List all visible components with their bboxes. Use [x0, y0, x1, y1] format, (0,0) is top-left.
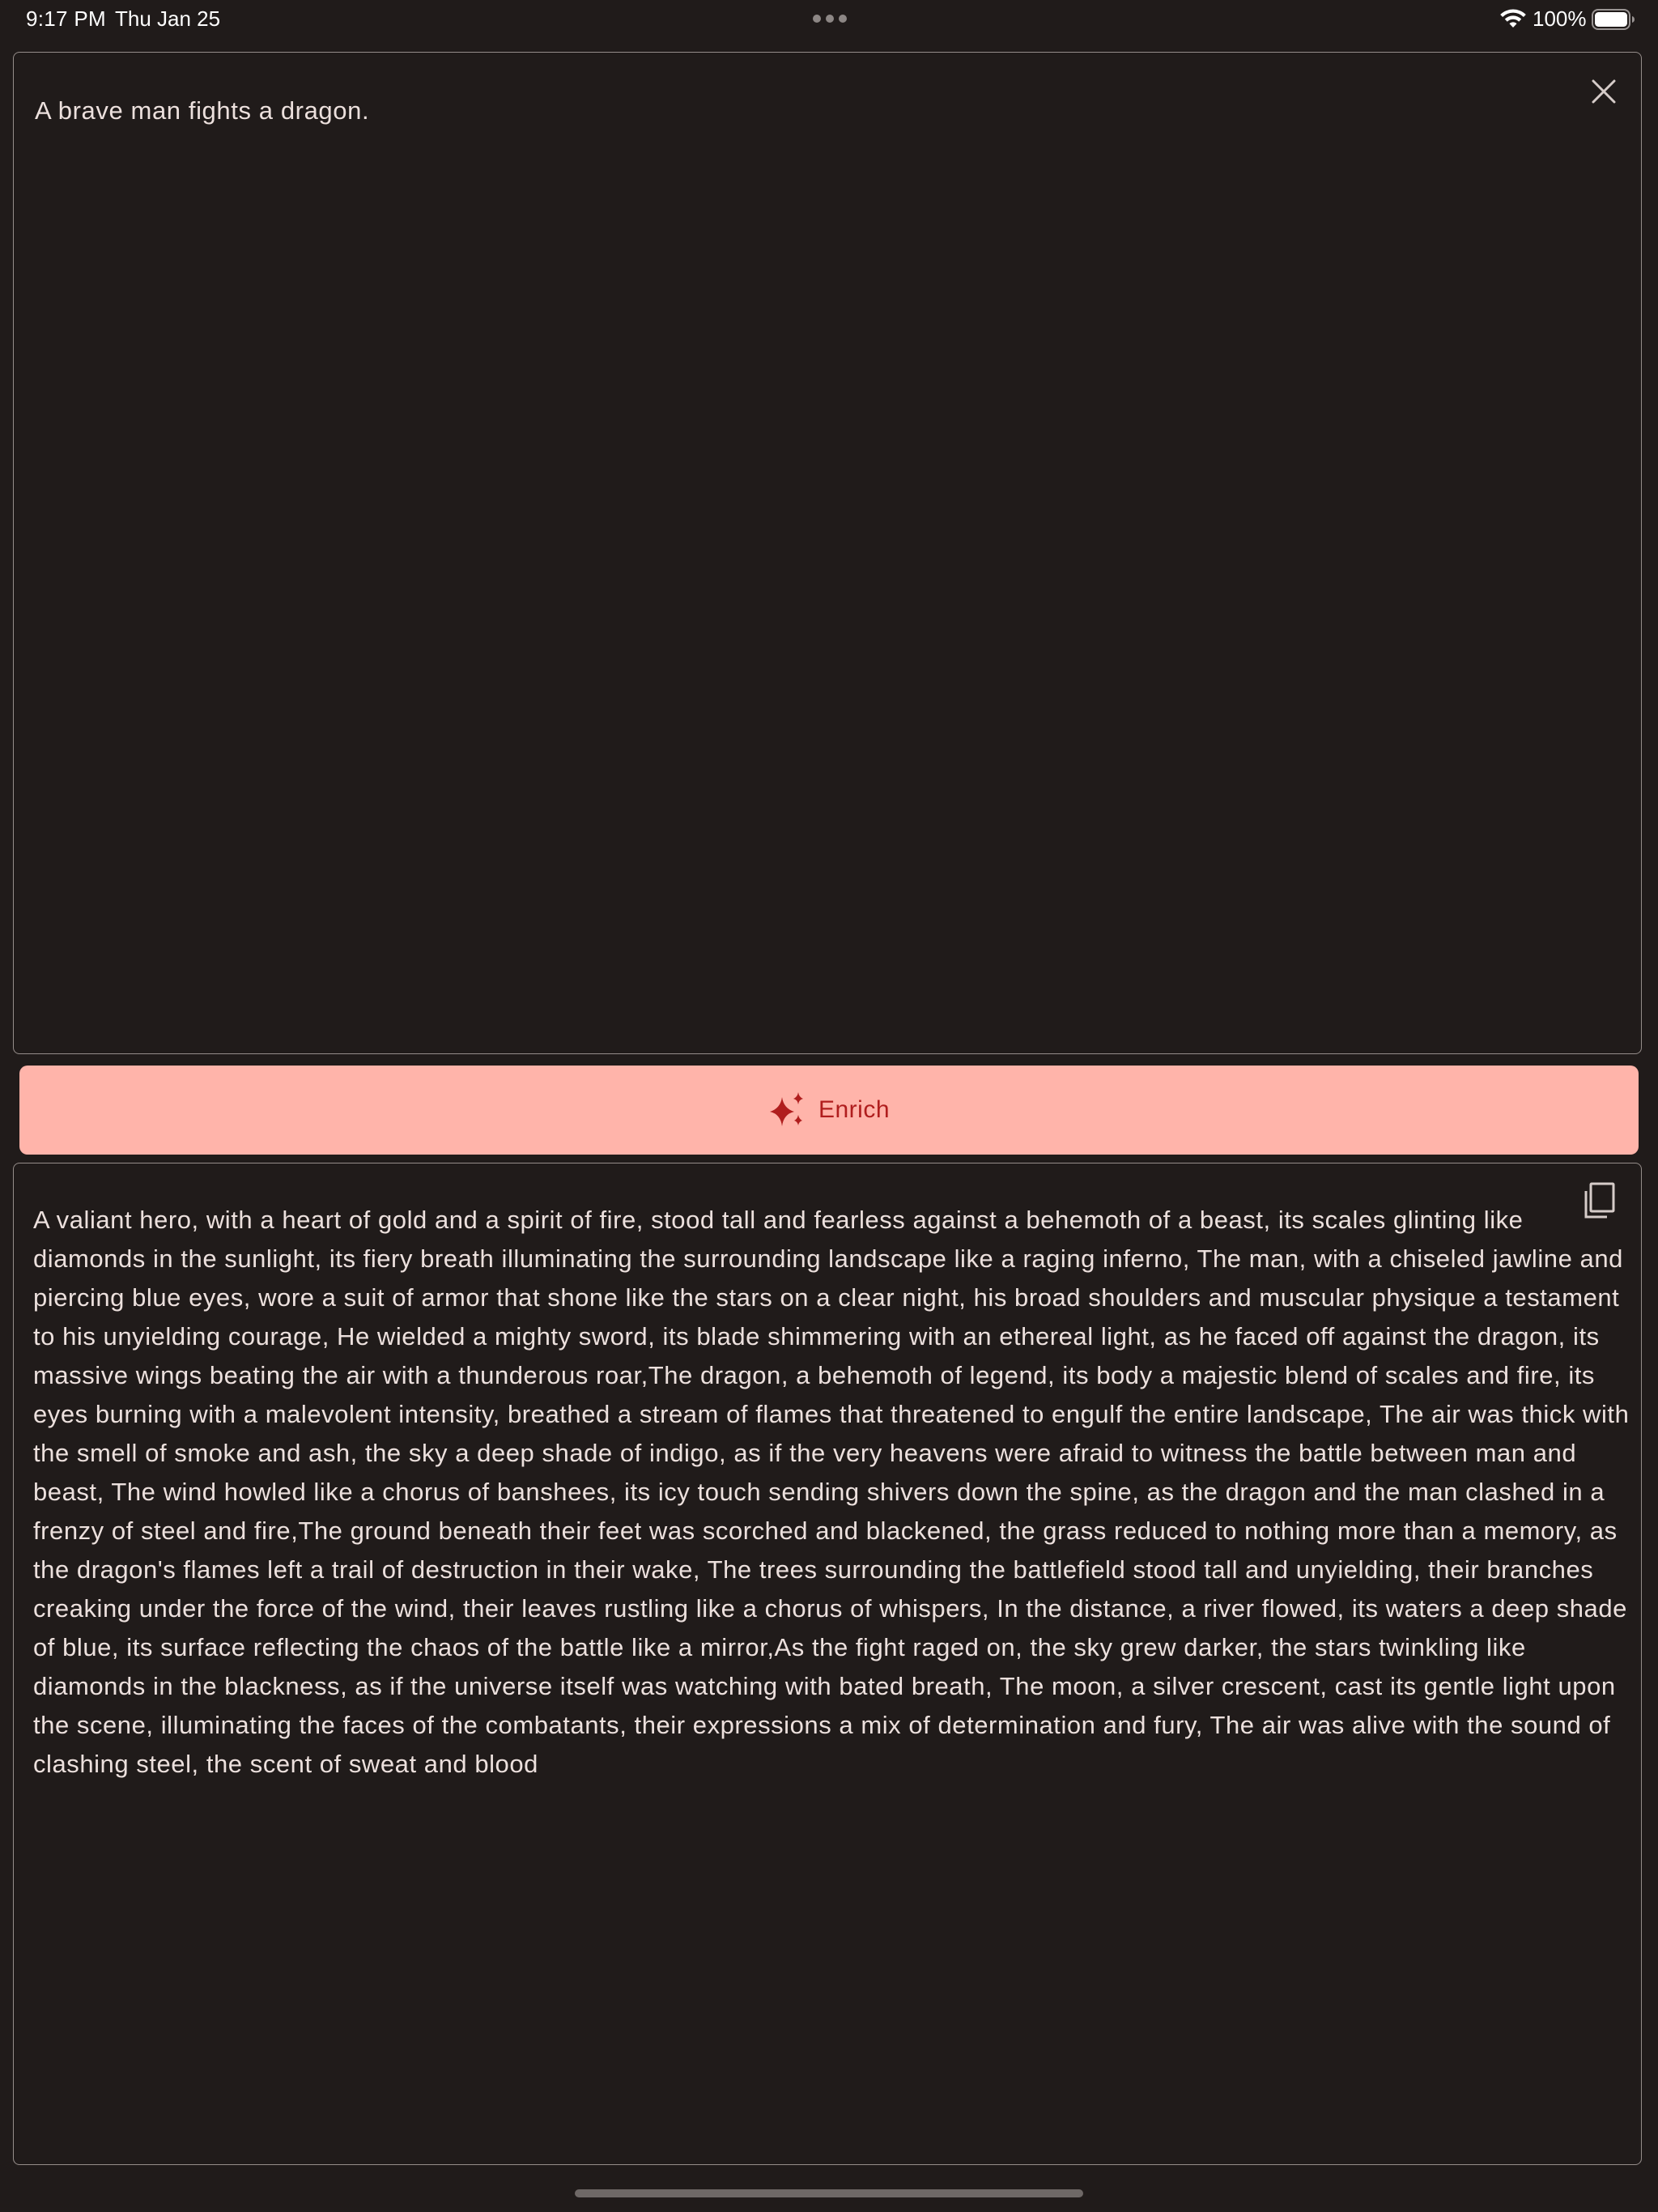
- battery-percent: 100%: [1533, 6, 1587, 31]
- enriched-output-panel: [13, 1163, 1642, 2165]
- status-time: 9:17 PM: [26, 6, 106, 31]
- enriched-output-text: A valiant hero, with a heart of gold and a spirit of fire, stood tall and fearless against a behemoth of a beast, its scales glinting like diamonds in the sunlight, its fiery breath illuminating the surrounding landscape like a raging inferno, The man, with a chiseled jawline and piercing blue eyes, wore a suit of armor that shone like the stars on a clear night, his broad shoulders and muscular physique a testament to his unyielding courage, He wielded a mighty sword, its blade shimmering with an ethereal light, as he faced off against the dragon, its massive wings beating the air with a thunderous roar,The dragon, a behemoth of legend, its body a majestic blend of scales and fire, its eyes burning with a malevolent intensity, breathed a stream of flames that threatened to engulf the entire landscape, The air was thick with the smell of smoke and ash, the sky a deep shade of indigo, as if the very heavens were afraid to witness the battle between man and beast, The wind howled like a chorus of banshees, its icy touch sending shivers down the spine, as the dragon and the man clashed in a frenzy of steel and fire,The ground beneath their feet was scorched and blackened, the grass reduced to nothing more than a memory, as the dragon's flames left a trail of destruction in their wake, The trees surrounding the battlefield stood tall and unyielding, their branches creaking under the force of the wind, their leaves rustling like a chorus of whispers, In the distance, a river flowed, its waters a deep shade of blue, its surface reflecting the chaos of the battle like a mirror,As the fight raged on, the sky grew darker, the stars twinkling like diamonds in the blackness, as if the universe itself was watching with bated breath, The moon, a silver crescent, cast its gentle light upon the scene, illuminating the faces of the combatants, their expressions a mix of determination and fury, The air was alive with the sound of clashing steel, the scent of sweat and blood: [33, 1206, 1630, 1778]
- multitasking-dots-icon[interactable]: [813, 15, 847, 23]
- enrich-button[interactable]: [19, 1066, 1639, 1155]
- home-indicator[interactable]: [575, 2189, 1083, 2197]
- status-date: Thu Jan 25: [115, 6, 221, 31]
- battery-icon: [1592, 9, 1635, 30]
- close-icon: [1591, 79, 1617, 104]
- wifi-icon: [1499, 8, 1527, 29]
- enrich-label: Enrich: [818, 1096, 891, 1123]
- prompt-text[interactable]: A brave man fights a dragon.: [35, 96, 370, 125]
- clear-prompt-button[interactable]: [1584, 72, 1623, 111]
- sparkle-icon: [768, 1091, 807, 1129]
- prompt-input-panel[interactable]: [13, 52, 1642, 1054]
- status-bar: [0, 0, 1658, 39]
